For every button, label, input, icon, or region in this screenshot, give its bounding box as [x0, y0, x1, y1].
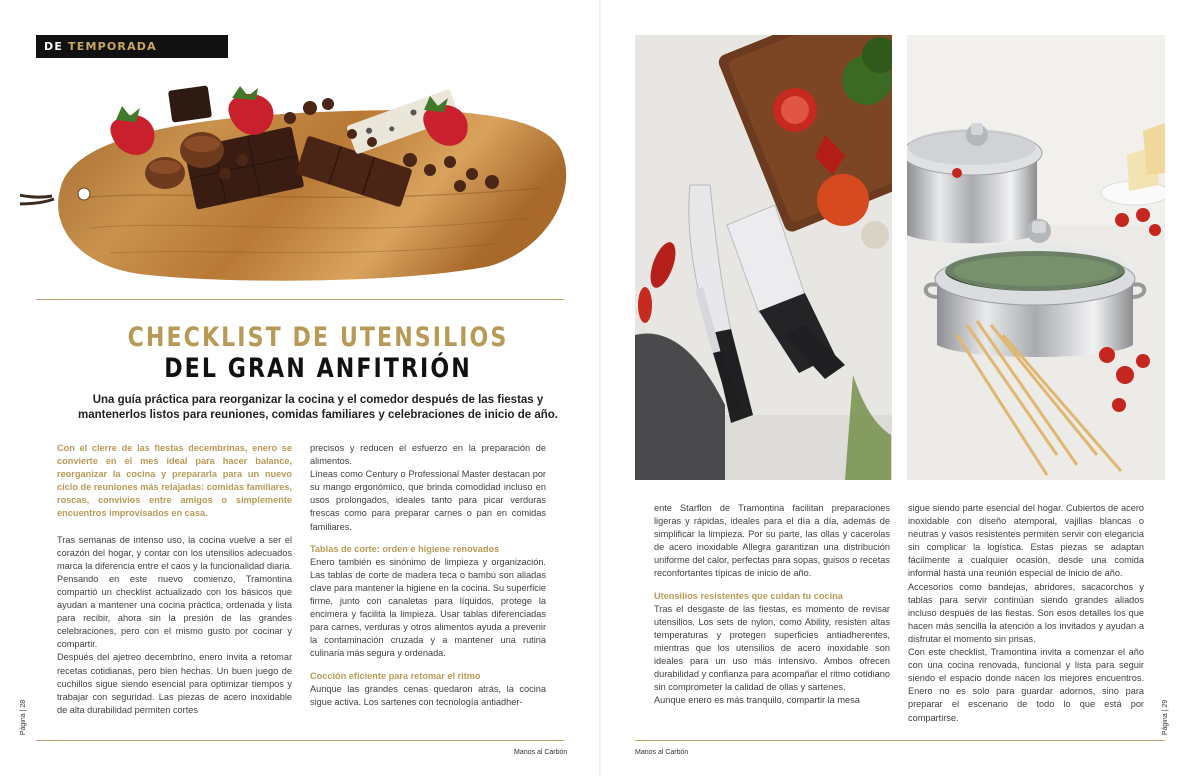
- title-line-1: CHECKLIST DE UTENSILIOS: [127, 322, 509, 353]
- body-paragraph: Aunque enero es más tranquilo, compartir la mesa: [654, 695, 860, 706]
- cheese-board-photo: [20, 78, 580, 288]
- body-paragraph: Con este checklist, Tramontina invita a comenzar el año con una cocina renovada, funcional y lista para seguir siendo el espacio donde nacen los mejores encuentros. Enero no es solo para guardar adornos, sino para preparar el escenario de todo lo que está por compartirse.: [908, 647, 1144, 723]
- page-number-right: Página | 29: [1162, 699, 1170, 736]
- magazine-name-right: Manos al Carbón: [635, 749, 689, 756]
- body-paragraph: precisos y reducen el esfuerzo en la preparación de alimentos.: [310, 443, 546, 467]
- cookware-photo: [907, 35, 1165, 480]
- body-paragraph: ente Starflon de Tramontina facilitan preparaciones ligeras y rápidas, ideales para el día a día, además de simplificar la limpieza. Por su parte, las ollas y cacerolas de acero inoxidable Allegra garantizan una distribución uniforme del calor, perfectas para sopas, guisos o recetas reconfortantes típicas de inicio de año.: [654, 503, 890, 579]
- knives-photo: [635, 35, 892, 480]
- footer-rule-left: [36, 740, 564, 741]
- column-3: [654, 502, 890, 707]
- footer-rule-right: [635, 740, 1165, 741]
- subtitle: Una guía práctica para reorganizar la cocina y el comedor después de las fiestas y mantenerlos listos para reuniones, comidas familiares y celebraciones de inicio de año.: [78, 394, 558, 421]
- subheading-cooking: Cocción eficiente para retomar el ritmo: [310, 670, 481, 681]
- body-paragraph: Aunque las grandes cenas quedaron atrás, la cocina sigue activa. Los sartenes con tecnología antiadher-: [310, 683, 546, 707]
- page-number-left: Página | 28: [20, 699, 28, 736]
- section-tag: [36, 35, 228, 58]
- body-paragraph: Tras semanas de intenso uso, la cocina vuelve a ser el corazón del hogar, y contar con los utensilios adecuados marca la diferencia entre el caos y la funcionalidad diaria. Pensando en este nuevo comienzo, Tramontina compartió un checklist actualizado con los básicos que ayudan a mantener una cocina práctica, ordenada y lista para recibir, ahora sin la presión de las grandes celebraciones, pero con el mismo gusto por cocinar y compartir.: [57, 534, 292, 650]
- section-tag-word1: DE: [44, 40, 64, 53]
- magazine-name-left: Manos al Carbón: [514, 749, 568, 756]
- body-paragraph: Después del ajetreo decembrino, enero invita a retomar recetas cotidianas, pero bien hechas. Un buen juego de cuchillos sigue siendo esencial para optimizar tiempos y trabajar con seguridad. Las piezas de acero inoxidable de alta durabilidad permiten cortes: [57, 652, 292, 715]
- column-1: [57, 442, 292, 717]
- spread-gutter: [599, 0, 601, 776]
- column-4: [908, 502, 1144, 725]
- body-paragraph: Enero también es sinónimo de limpieza y organización. Las tablas de corte de madera teca o bambú son aliadas clave para mantener la higiene en la cocina. Su superficie firme, junto con canaletas para líquidos, protege la encimera y facilita la limpieza. Usar tablas diferenciadas para carnes, verduras y otros alimentos ayuda a prevenir la contaminación cruzada y a mantener una rutina culinaria más segura y ordenada.: [310, 556, 546, 659]
- lead-paragraph: Con el cierre de las fiestas decembrinas, enero se convierte en el mes ideal para hacer balance, reorganizar la cocina y prepararla para un nuevo ciclo de reuniones más relajadas: comidas familiares, roscas, convivios entre amigos o simplemente encuentros improvisados en casa.: [57, 443, 292, 519]
- body-paragraph: Accesorios como bandejas, abridores, sacacorchos y tablas para servir continúan siendo grandes aliados incluso después de las fiestas. Son esos detalles los que hacen más sencilla la atención a los invitados y ayudan a disfrutar el momento sin prisas.: [908, 581, 1144, 644]
- body-paragraph: Líneas como Century o Professional Master destacan por su mango ergonómico, que brinda comodidad incluso en usos prolongados, ideales tanto para picar verduras frescas como para preparar carnes o pan en comidas familiares.: [310, 469, 546, 532]
- body-paragraph: Tras el desgaste de las fiestas, es momento de revisar utensilios. Los sets de nylon, como Ability, resisten altas temperaturas y protegen superficies antiadherentes, mientras que los utensilios de acero inoxidable son ideales para un uso más intensivo. Ambos ofrecen durabilidad y confianza para acompañar el ritmo cotidiano sin comprometer la calidad de ollas y sartenes.: [654, 603, 890, 693]
- section-tag-word2: TEMPORADA: [68, 40, 157, 53]
- title-line-2: DEL GRAN ANFITRIÓN: [164, 353, 472, 384]
- body-paragraph: sigue siendo parte esencial del hogar. Cubiertos de acero inoxidable con diseño atemporal, vajillas blancas o neutras y vasos resistentes permiten servir con elegancia sin complicar la logística. Estas piezas se adaptan fácilmente a cualquier ocasión, desde una comida informal hasta una reunión especial de inicio de año.: [908, 503, 1144, 579]
- divider-rule: [36, 299, 564, 300]
- subheading-cutting-boards: Tablas de corte: orden e higiene renovados: [310, 543, 500, 554]
- column-2: [310, 442, 546, 709]
- subheading-utensils: Utensilios resistentes que cuidan tu cocina: [654, 590, 843, 601]
